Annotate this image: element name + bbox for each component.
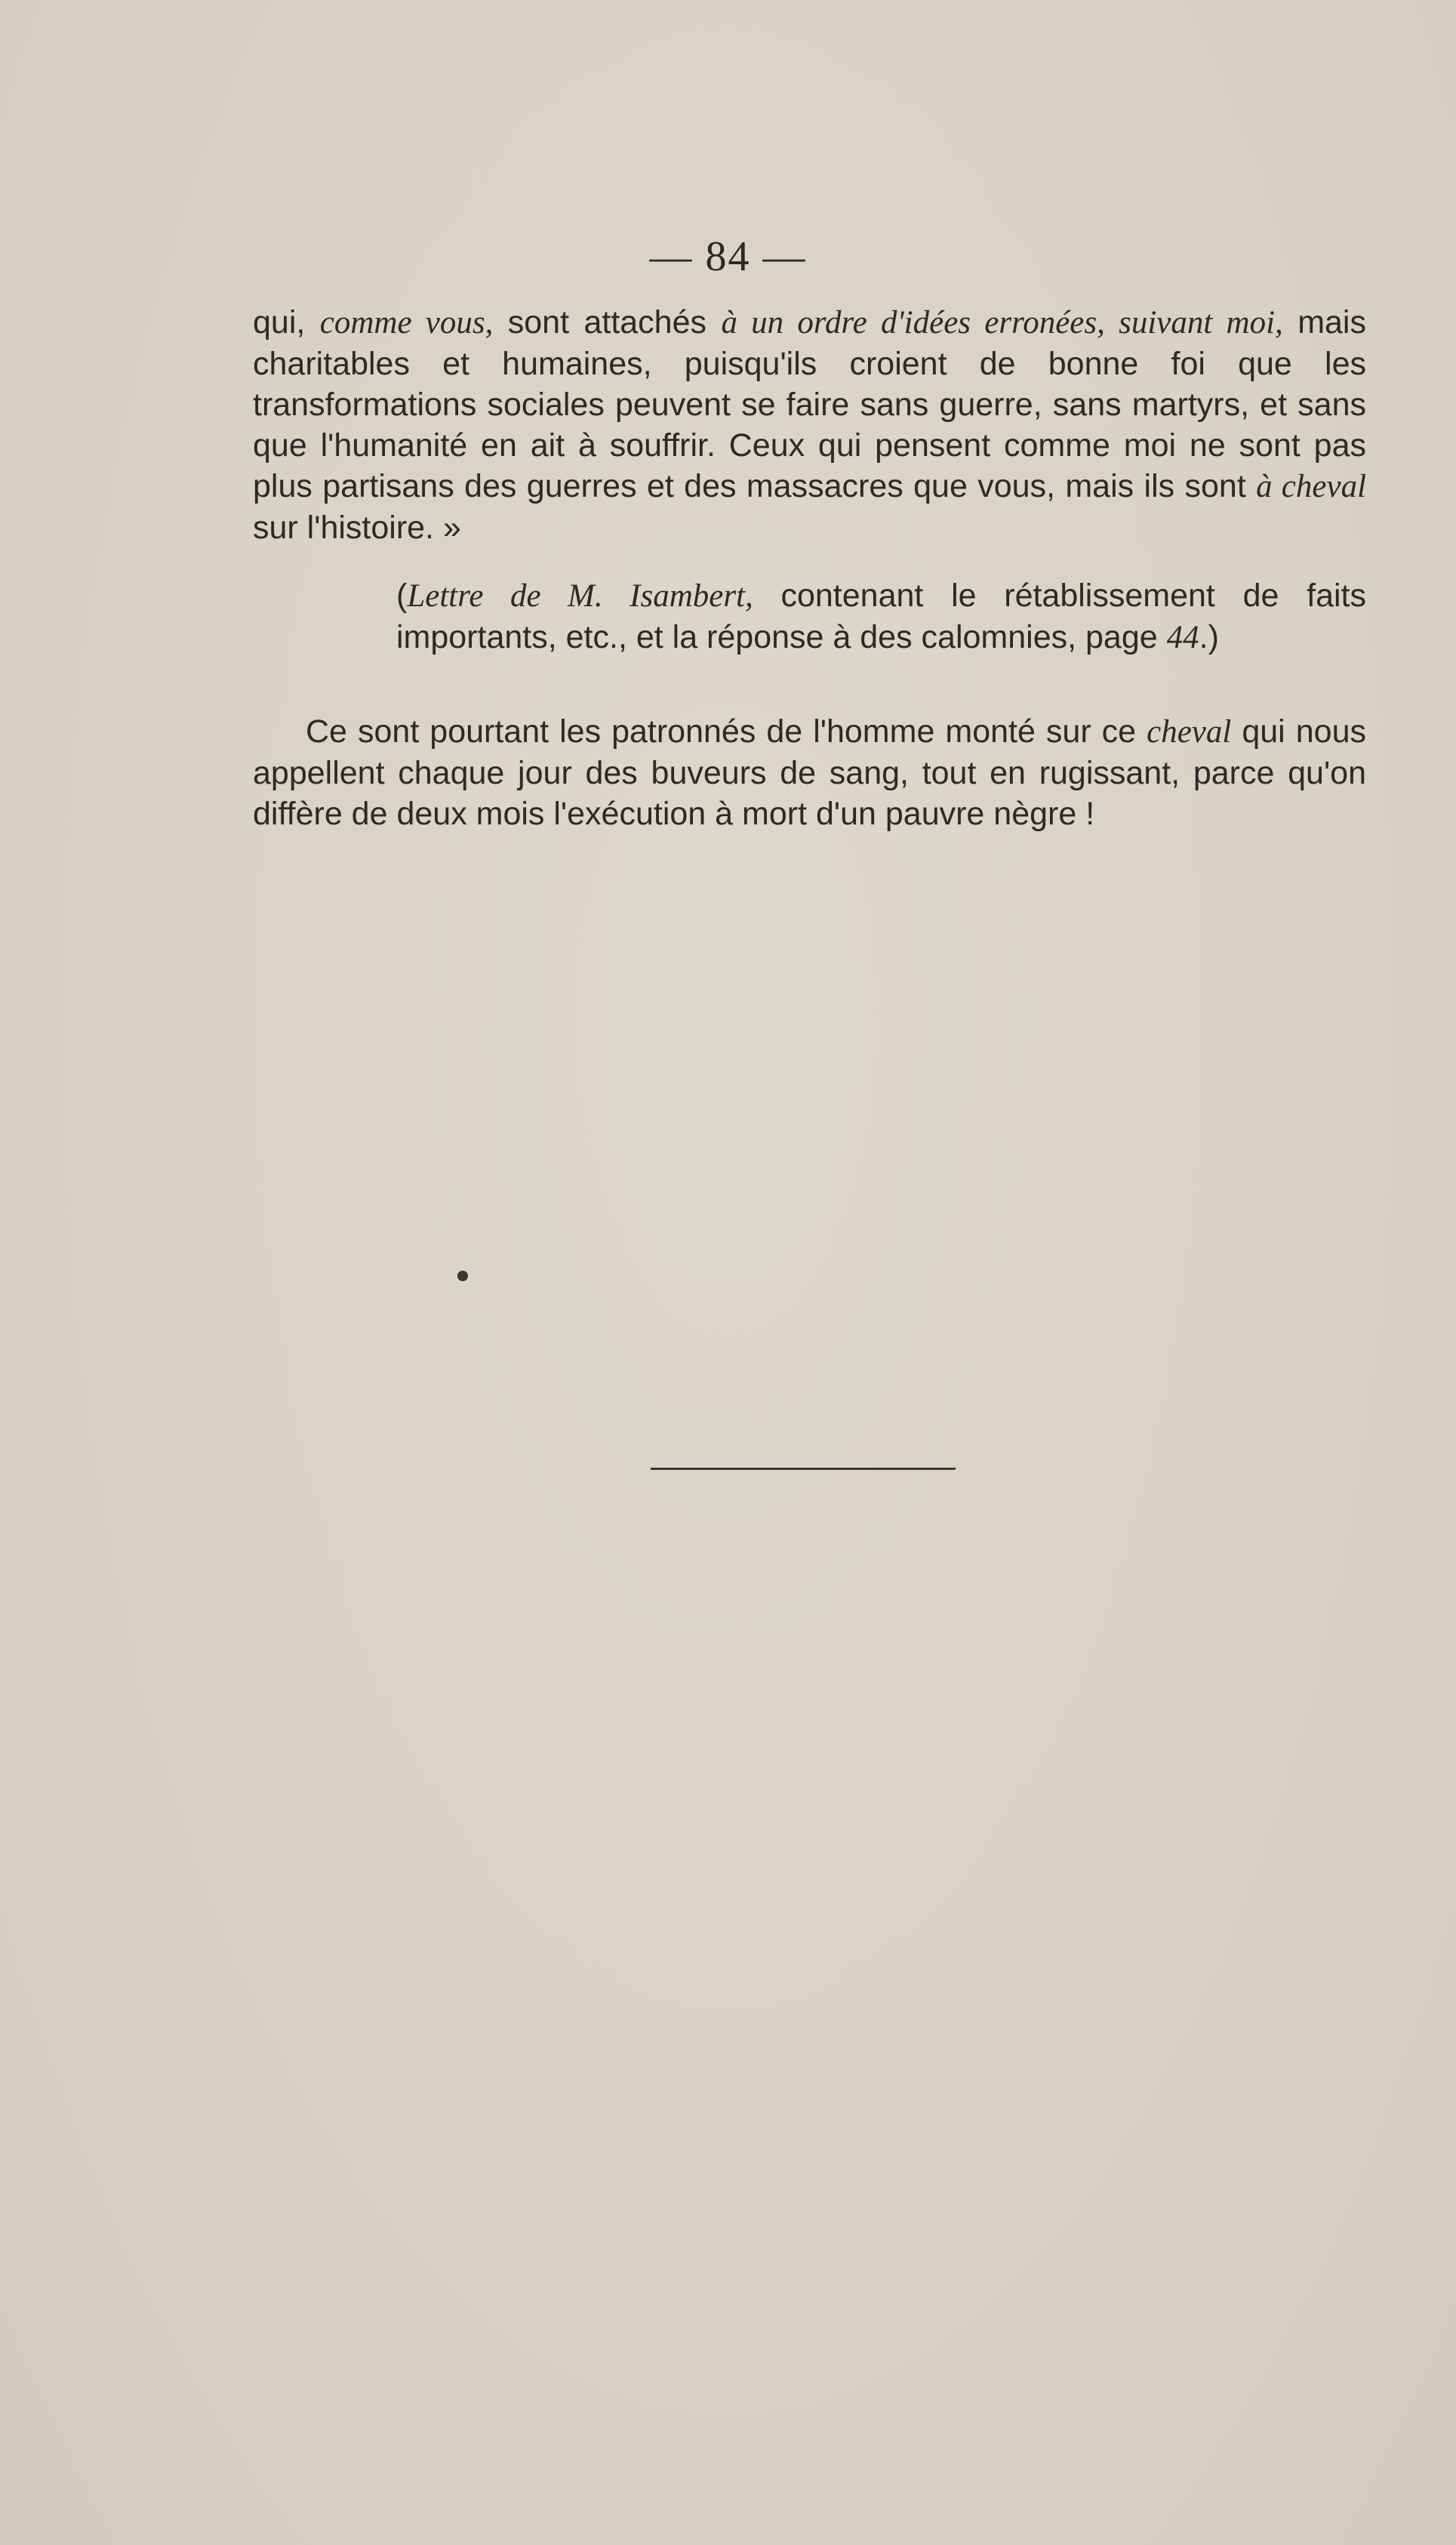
closing-paragraph	[253, 711, 1366, 834]
text-run: mais charitables et humaines, puisqu'ils croient de bonne foi que les transformations sociales peuvent se faire sans guerre, sans martyrs, et sans que l'humanité en ait à souffrir. Ceux qui pensent comme moi ne sont pas plus partisans des guerres et des massacres que vous, mais ils sont	[253, 304, 1366, 504]
ink-speck	[457, 1271, 468, 1281]
text-run: sur l'histoire. »	[253, 510, 461, 546]
citation-page: 44	[1166, 620, 1199, 655]
citation-close: .)	[1199, 619, 1219, 655]
text-run: qui,	[253, 304, 320, 340]
page-number: — 84 —	[649, 233, 807, 280]
citation-source: Lettre de M. Isambert,	[407, 578, 753, 614]
text-run: qui nous appellent chaque jour des buveurs de sang, tout en rugissant, parce qu'on diffère de deux mois l'exécution à mort d'un pauvre nègre !	[253, 713, 1366, 832]
citation-open: (	[396, 578, 408, 614]
text-run: sont attachés	[493, 304, 722, 340]
italic-run: comme vous,	[319, 305, 494, 340]
citation-text: contenant le rétablissement de faits importants, etc., et la réponse à des calomnies, page	[396, 578, 1366, 655]
section-rule	[651, 1468, 956, 1470]
italic-run: à un ordre d'idées erronées, suivant moi,	[721, 305, 1283, 340]
text-run: Ce sont pourtant les patronnés de l'homme monté sur ce	[306, 713, 1147, 750]
citation	[253, 575, 1366, 658]
quoted-paragraph	[253, 302, 1366, 548]
italic-run: cheval	[1147, 714, 1232, 750]
italic-run: à cheval	[1256, 469, 1367, 504]
